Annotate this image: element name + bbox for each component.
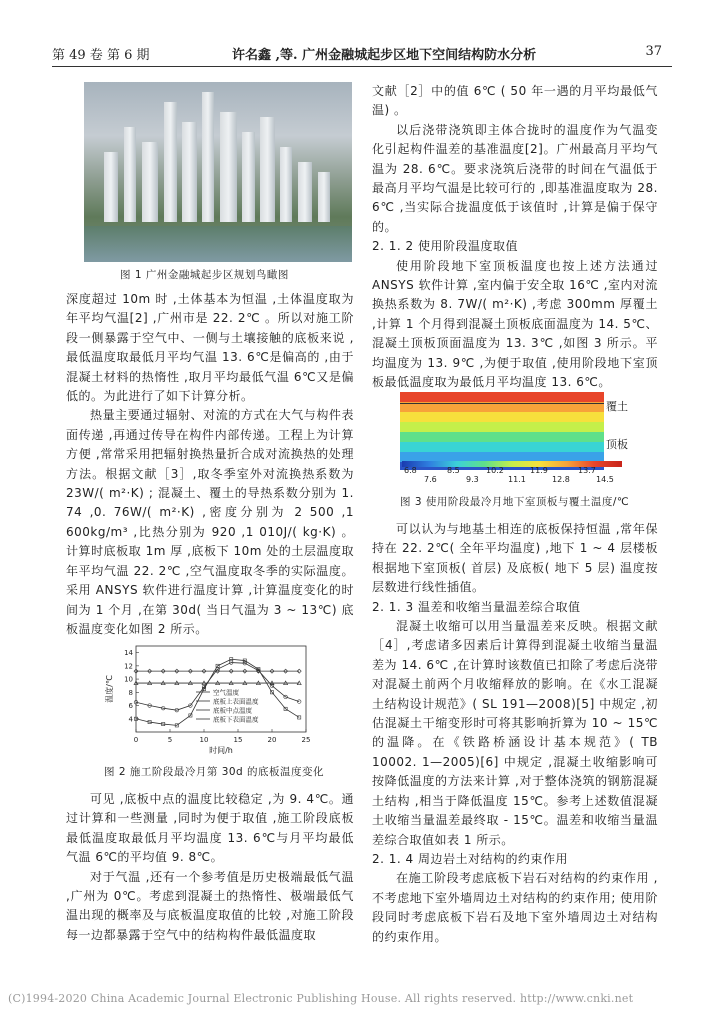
journal-volume: 第 49 卷 第 6 期 xyxy=(52,48,150,63)
x-tick-label: 0 xyxy=(133,736,139,744)
scale-tick: 6.8 xyxy=(404,466,417,475)
paragraph: 对于气温 ,还有一个参考值是历史极端最低气温 ,广州为 0℃。考虑到混凝土的热惰性、极端最低气温出现的概率及与底板温度取值的比较 ,对施工阶段每一边都暴露于空气中的结构构件最低温度取 xyxy=(66,869,354,942)
y-axis-label: 温度/℃ xyxy=(105,675,114,703)
legend-entry: 底板下表面温度 xyxy=(213,715,259,724)
y-tick-label: 14 xyxy=(124,649,133,658)
x-tick-label: 15 xyxy=(233,736,243,744)
scale-tick: 14.5 xyxy=(596,475,614,484)
paragraph: 混凝土收缩可以用当量温差来反映。根据文献［4］,考虑诸多因素后计算得到混凝土收缩当量温差为 14. 6℃ ,在计算时该数值已扣除了考虑后浇带对混凝土前两个月收缩释放的影响。在《水工混凝土结构设计规范》( SL 191—2008)[5] 中规定 ,初估混凝土干缩变形时可将其影响折算为 10 ~ 15℃的温降。在《铁路桥涵设计基本规范》( TB 10002. 1—2005)[6] 中规定 ,混凝土收缩影响可按降低温度的方法来计算 ,对于整体浇筑的钢筋混凝土结构 ,相当于降低温度 15℃。参考上述数值混凝土收缩当量温差最终取 - 15℃。温差和收缩当量温差综合取值如表 1 所示。 xyxy=(372,619,658,847)
figure2-caption: 图 2 施工阶段最冷月第 30d 的底板温度变化 xyxy=(104,766,325,778)
y-tick-label: 8 xyxy=(128,688,133,697)
soil-label: 覆土 xyxy=(606,400,628,413)
legend-entry: 空气温度 xyxy=(213,688,239,697)
temperature-line-chart xyxy=(100,640,330,770)
right-column-upper xyxy=(372,82,658,393)
running-header xyxy=(52,44,672,64)
scale-tick: 13.7 xyxy=(578,466,596,475)
paragraph: 可以认为与地基土相连的底板保持恒温 ,常年保持在 22. 2℃( 全年平均温度) ,地下 1 ~ 4 层楼板根据地下室顶板( 首层) 及底板( 地下 5 层) 温度按层数进行线性插值。 xyxy=(372,522,658,595)
y-tick-label: 4 xyxy=(128,715,133,724)
left-column-upper xyxy=(66,290,354,639)
paragraph: 热量主要通过辐射、对流的方式在大气与构件表面传递 ,再通过传导在构件内部传递。工程上为计算方便 ,常常采用把辐射换热量折合成对流换热的处理方法。根据文献［3］,取冬季室外对流换热系数为 23W/( m²·K) ; 混凝土、覆土的导热系数分别为 1. 74 ,0. 76W/( m²·K) ,密度分别为 2 500 ,1 600kg/m³ ,比热分别为 920 ,1 010J/( kg·K) 。计算时底板取 1m 厚 ,底板下 10m 处的土层温度取年平均气温 22. 2℃ ,空气温度取冬季的实际温度。采用 ANSYS 软件进行温度计算 ,计算温度变化的时间为 1 个月 ,在第 30d( 当日气温为 3 ~ 13℃) 底板温度变化如图 2 所示。 xyxy=(66,408,354,636)
paragraph: 文献［2］中的值 6℃ ( 50 年一遇的月平均最低气温) 。 xyxy=(372,84,658,118)
x-tick-label: 5 xyxy=(167,736,173,744)
page-number: 37 xyxy=(645,44,662,59)
scale-tick: 7.6 xyxy=(424,475,437,484)
copyright-watermark: (C)1994-2020 China Academic Journal Electronic Publishing House. All rights reserved. http://www.cnki.net xyxy=(8,992,634,1005)
figure3-caption: 图 3 使用阶段最冷月地下室顶板与覆土温度/℃ xyxy=(400,496,630,508)
scale-tick: 8.5 xyxy=(447,466,460,475)
paragraph: 使用阶段地下室顶板温度也按上述方法通过 ANSYS 软件计算 ,室内偏于安全取 16℃ ,室内对流换热系数为 8. 7W/( m²·K) ,考虑 300mm 厚覆土 ,计算 1 个月得到混凝土顶板底面温度为 14. 5℃、混凝土顶板顶面温度为 13. 3℃ ,如图 3 所示。平均温度为 13. 9℃ ,为便于取值 ,使用阶段地下室顶板最低温度取为最低月平均温度 13. 6℃。 xyxy=(372,258,658,390)
running-title: 许名鑫 ,等. 广州金融城起步区地下空间结构防水分析 xyxy=(232,48,537,63)
paragraph: 深度超过 10m 时 ,土体基本为恒温 ,土体温度取为年平均气温[2] ,广州市是 22. 2℃ 。所以对施工阶段一侧暴露于空气中、一侧与土壤接触的底板来说 ,最低温度取最低月平均气温 13. 6℃是偏高的 ,由于混凝土材料的热惰性 ,取月平均最低气温 6℃又是偏低的。为此进行了如下计算分析。 xyxy=(66,292,354,404)
legend-entry: 底板中点温度 xyxy=(213,706,252,715)
paragraph: 可见 ,底板中点的温度比较稳定 ,为 9. 4℃。通过计算和一些测量 ,同时为便于取值 ,施工阶段底板最低温度取最低月平均温度 13. 6℃与月平均最低气温 6℃的平均值 9. 8℃。 xyxy=(66,792,354,865)
y-tick-label: 6 xyxy=(128,702,133,711)
y-tick-label: 10 xyxy=(124,675,133,684)
scale-tick: 10.2 xyxy=(486,466,504,475)
y-tick-label: 12 xyxy=(124,662,133,671)
slab-label: 顶板 xyxy=(606,438,628,451)
x-tick-label: 20 xyxy=(267,736,277,744)
paragraph: 在施工阶段考虑底板下岩石对结构的约束作用 ,不考虑地下室外墙周边土对结构的约束作用; 使用阶段同时考虑底板下岩石及地下室外墙周边土对结构的约束作用。 xyxy=(372,871,658,944)
legend-entry: 底板上表面温度 xyxy=(213,697,259,706)
section-heading: 2. 1. 2 使用阶段温度取值 xyxy=(372,239,518,254)
left-column-lower xyxy=(66,790,354,945)
x-axis-label: 时间/h xyxy=(209,746,233,755)
aerial-view-image xyxy=(84,82,352,262)
scale-tick: 9.3 xyxy=(466,475,479,484)
section-heading: 2. 1. 3 温差和收缩当量温差综合取值 xyxy=(372,599,581,614)
right-column-lower xyxy=(372,520,658,947)
x-tick-label: 10 xyxy=(199,736,209,744)
data-point xyxy=(297,700,301,704)
x-tick-label: 25 xyxy=(301,736,311,744)
scale-tick: 11.9 xyxy=(530,466,548,475)
scale-tick: 12.8 xyxy=(552,475,570,484)
paragraph: 以后浇带浇筑即主体合拢时的温度作为气温变化引起构件温差的基准温度[2]。广州最高月平均气温为 28. 6℃。要求浇筑后浇带的时间在气温低于最高月平均气温是比较可行的 ,即基准温度取为 28. 6℃ ,当实际合拢温度低于该值时 ,计算是偏于保守的。 xyxy=(372,122,658,234)
header-rule xyxy=(52,66,672,67)
section-heading: 2. 1. 4 周边岩土对结构的约束作用 xyxy=(372,851,568,866)
scale-tick: 11.1 xyxy=(508,475,526,484)
figure1-caption: 图 1 广州金融城起步区规划鸟瞰图 xyxy=(120,269,289,281)
